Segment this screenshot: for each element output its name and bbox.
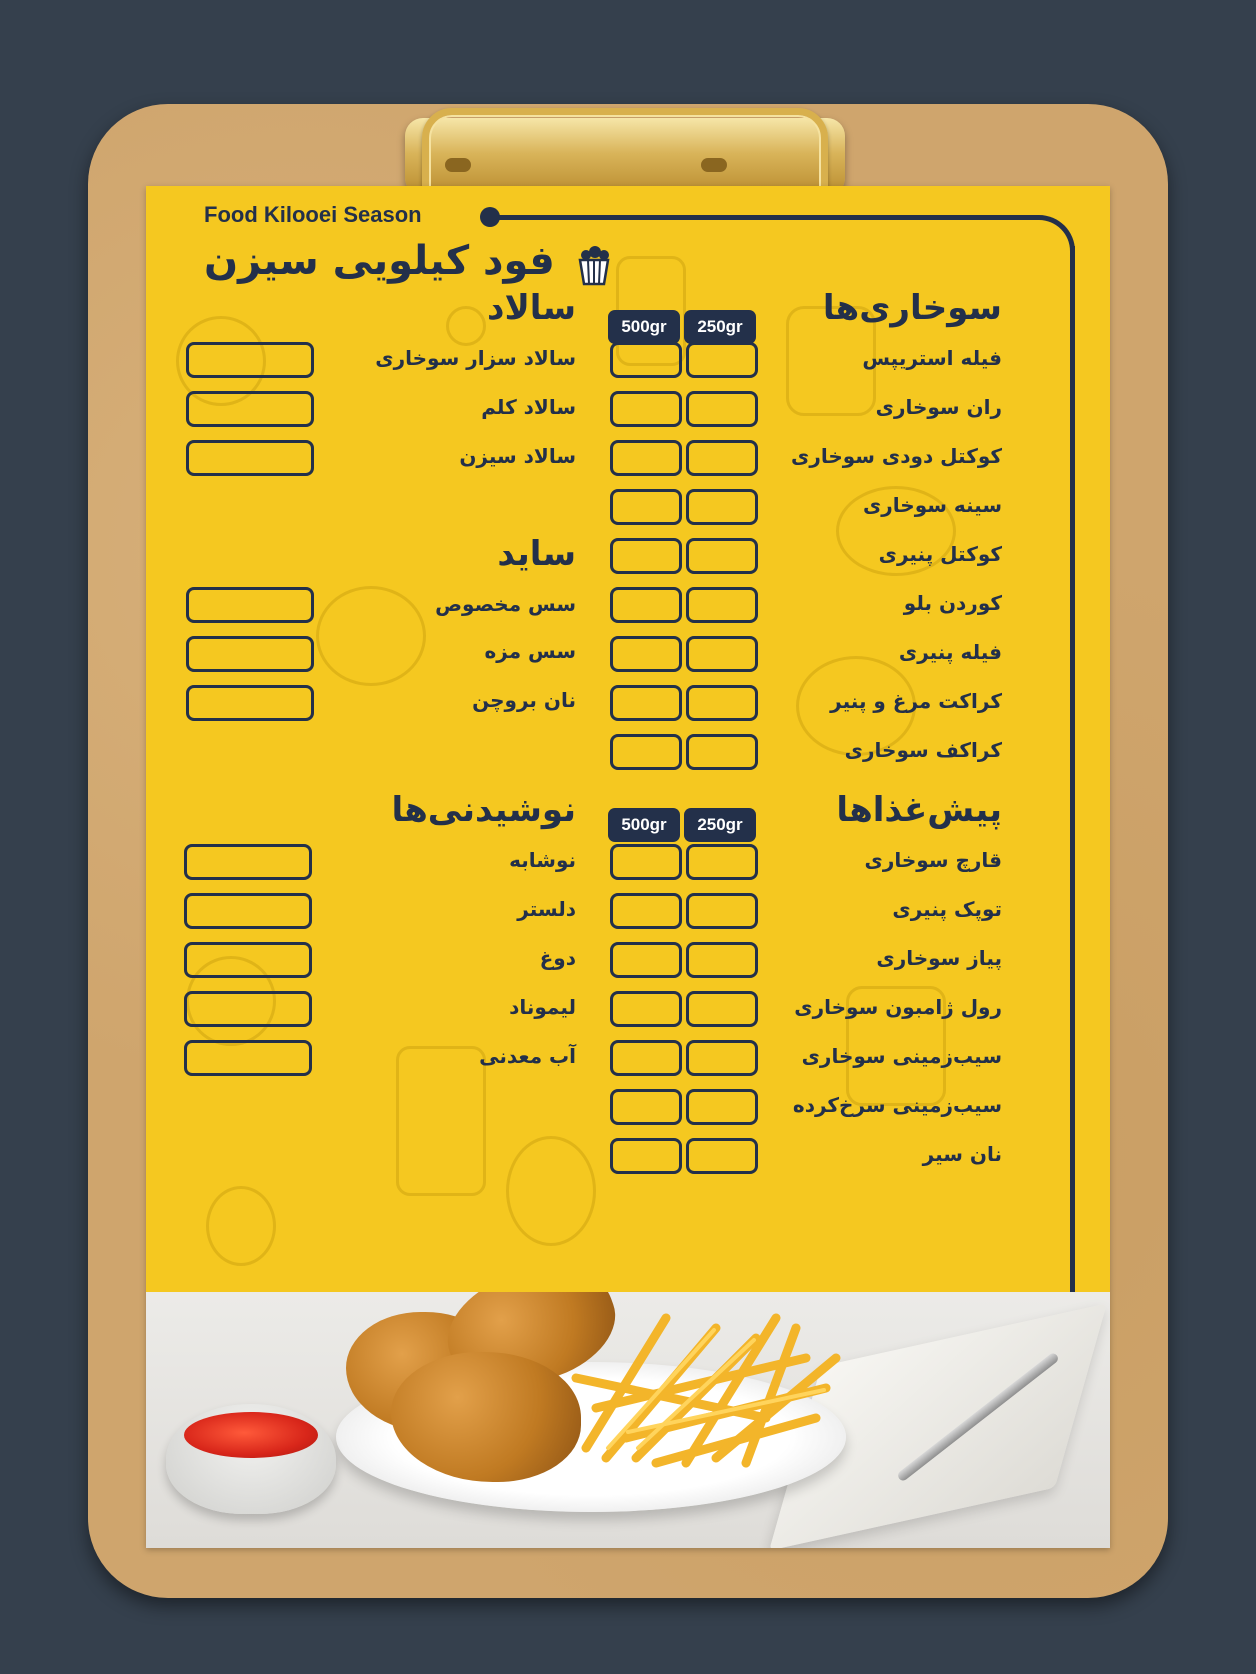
menu-item: سینه سوخاری [862,493,1002,517]
menu-item: فیله پنیری [898,640,1002,664]
doodle [506,1136,596,1246]
price-box-500[interactable] [610,942,682,978]
price-box-250[interactable] [686,991,758,1027]
menu-sheet [146,186,1110,1548]
price-box[interactable] [186,685,314,721]
menu-item: ران سوخاری [875,395,1002,419]
menu-item: سالاد سزار سوخاری [375,346,576,370]
brand-name-fa: فود کیلویی سیزن [204,238,555,284]
price-box-500[interactable] [610,685,682,721]
price-box-500[interactable] [610,587,682,623]
menu-item: لیموناد [509,995,576,1019]
doodle [206,1186,276,1266]
price-box-250[interactable] [686,636,758,672]
menu-item: سالاد کلم [481,395,576,419]
menu-item: سیب‌زمینی سوخاری [801,1044,1002,1068]
rail-line [490,215,1020,220]
price-box-500[interactable] [610,734,682,770]
price-box[interactable] [184,991,312,1027]
doodle [446,306,486,346]
menu-item: توپک پنیری [892,897,1002,921]
section-title-side: ساید [497,534,576,574]
ketchup [184,1412,318,1458]
price-box[interactable] [184,942,312,978]
price-box[interactable] [186,587,314,623]
price-box-500[interactable] [610,1138,682,1174]
price-box-250[interactable] [686,1138,758,1174]
menu-item: کوکتل پنیری [878,542,1002,566]
price-box-250[interactable] [686,1040,758,1076]
menu-item: سالاد سیزن [459,444,576,468]
price-box-500[interactable] [610,538,682,574]
menu-item: قارچ سوخاری [864,848,1002,872]
menu-item: نوشابه [509,848,576,872]
price-box-500[interactable] [610,844,682,880]
rail-corner [1020,215,1075,270]
menu-item: کراکت مرغ و پنیر [830,689,1002,713]
price-box-250[interactable] [686,587,758,623]
price-box[interactable] [184,844,312,880]
menu-item: سیب‌زمینی سرخ‌کرده [792,1093,1002,1117]
price-box[interactable] [186,440,314,476]
price-box-500[interactable] [610,391,682,427]
menu-item: آب معدنی [479,1044,576,1068]
price-box-500[interactable] [610,991,682,1027]
doodle [316,586,426,686]
menu-item: سس مزه [484,639,576,663]
size-label-500: 500gr [608,310,680,344]
price-box-250[interactable] [686,942,758,978]
price-box-500[interactable] [610,440,682,476]
food-photo [146,1292,1110,1548]
section-title-salad: سالاد [487,288,576,328]
price-box[interactable] [184,1040,312,1076]
size-label-250: 250gr [684,310,756,344]
price-box-250[interactable] [686,440,758,476]
menu-item: دوغ [539,946,576,970]
price-box[interactable] [184,893,312,929]
menu-item: رول ژامبون سوخاری [794,995,1002,1019]
menu-item: پیاز سوخاری [876,946,1002,970]
menu-item: کوکتل دودی سوخاری [790,444,1002,468]
price-box-500[interactable] [610,636,682,672]
price-box[interactable] [186,636,314,672]
price-box-250[interactable] [686,893,758,929]
section-title-drinks: نوشیدنی‌ها [391,790,576,830]
menu-item: دلستر [517,897,576,921]
price-box-250[interactable] [686,844,758,880]
price-box[interactable] [186,391,314,427]
doodle [396,1046,486,1196]
menu-item: فیله استریپس [862,346,1002,370]
size-label-250: 250gr [684,808,756,842]
brand-name-en: Food Kilooei Season [204,202,422,227]
menu-item: سس مخصوص [435,592,576,616]
menu-item: کوردن بلو [903,591,1002,615]
price-box[interactable] [186,342,314,378]
section-title-fried: سوخاری‌ها [822,288,1002,328]
size-label-500: 500gr [608,808,680,842]
french-fries [566,1298,846,1468]
price-box-250[interactable] [686,685,758,721]
price-box-500[interactable] [610,342,682,378]
section-title-appetizers: پیش‌غذاها [836,790,1002,830]
menu-item: نان سیر [922,1142,1002,1166]
price-box-500[interactable] [610,1040,682,1076]
price-box-500[interactable] [610,489,682,525]
price-box-250[interactable] [686,489,758,525]
price-box-250[interactable] [686,342,758,378]
fried-chicken-bucket-icon [574,244,614,286]
price-box-250[interactable] [686,538,758,574]
price-box-250[interactable] [686,391,758,427]
price-box-250[interactable] [686,734,758,770]
price-box-250[interactable] [686,1089,758,1125]
price-box-500[interactable] [610,1089,682,1125]
menu-item: نان بروچن [472,688,576,712]
price-box-500[interactable] [610,893,682,929]
menu-item: کراکف سوخاری [844,738,1002,762]
